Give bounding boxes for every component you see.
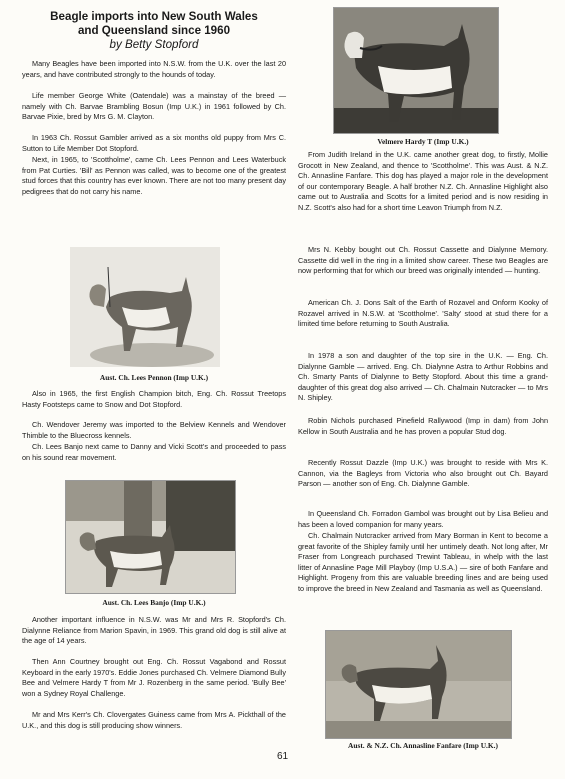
caption-velmere: Velmere Hardy T (Imp U.K.) (377, 137, 469, 146)
beagle-photo-image (70, 247, 220, 367)
beagle-photo-image (326, 631, 511, 738)
beagle-photo-image (66, 481, 235, 593)
paragraph: Ch. Chalmain Nutcracker arrived from Mary Borman in Kent to become a great favorite of the Shipley family until her untimely death. Not long after, Mr Fraser from Longreach purchased Trewint Tableau, in whelp with the last litter of Annasline Page Mill Playboy (Imp U.S.A.) — sire of both Fanfare and Highlight. Progeny from this are valuable breeding lines and are being used to improve the breed in New Zealand and Tasmania as well as Queensland. (298, 531, 548, 593)
paragraph: Mr and Mrs Kerr's Ch. Clovergates Guiness came from Mrs A. Pickthall of the U.K., and this dog is still producing show winners. (22, 710, 286, 730)
caption-banjo: Aust. Ch. Lees Banjo (Imp U.K.) (102, 598, 206, 607)
article-title (22, 10, 286, 38)
photo-lees-pennon (70, 247, 220, 367)
paragraph: Recently Rossut Dazzle (Imp U.K.) was brought to reside with Mrs K. Cannon, via the Bagleys from Victoria who also brought out Ch. Bayard Parson — another son of Eng. Ch. Dialynne Gamble. (298, 458, 548, 489)
title-line-1: Beagle imports into New South Wales (50, 10, 258, 23)
paragraph: Also in 1965, the first English Champion bitch, Eng. Ch. Rossut Treetops Hasty Footsteps came to Snow and Dot Stopford. (22, 389, 286, 409)
caption-fanfare: Aust. & N.Z. Ch. Annasline Fanfare (Imp U.K.) (348, 741, 498, 750)
paragraph: Robin Nichols purchased Pinefield Rallywood (Imp in dam) from John Kellow in South Australia and he has proven a popular Stud dog. (298, 416, 548, 436)
paragraph: Another important influence in N.S.W. was Mr and Mrs R. Stopford's Ch. Dialynne Reliance from Marion Spavin, in 1969. This grand old dog is still alive at the age of 14 years. (22, 615, 286, 646)
paragraph: Ch. Wendover Jeremy was imported to the Belview Kennels and Wendover Thimble to the Bluecross kennels. (22, 420, 286, 440)
photo-velmere-hardy-t (333, 7, 499, 134)
beagle-photo-image (334, 8, 498, 133)
paragraph: In 1963 Ch. Rossut Gambler arrived as a six months old puppy from Mrs C. Sutton to Life Member Dot Stopford. (22, 133, 286, 153)
paragraph: Ch. Lees Banjo next came to Danny and Vicki Scott's and proceeded to pass on his sound rear movement. (22, 442, 286, 462)
page-number: 61 (276, 751, 289, 762)
paragraph: Life member George White (Oatendale) was a mainstay of the breed — namely with Ch. Barvae Brambling Bosun (Imp U.K.) in 1961 followed by Ch. Barvae Pixie, bred by Mrs G. M. Clayton. (22, 91, 286, 122)
byline: by Betty Stopford (109, 38, 199, 51)
paragraph: Then Ann Courtney brought out Eng. Ch. Rossut Vagabond and Rossut Keyboard in the early 1970's. Eddie Jones purchased Ch. Velmere Diamond Bully Bee and Velmere Hardy T from Mr J. Rozenberg in the same period. 'Bully Bee' won a Sydney Royal Challenge. (22, 657, 286, 698)
paragraph: From Judith Ireland in the U.K. came another great dog, to firstly, Mollie Grocott in New Zealand, and thence to 'Scottholme'. This was Aust. & N.Z. Ch. Annasline Fanfare. This dog has played a major role in the development of our contemporary Beagle. A half brother N.Z. Ch. Annasline Highlight also came out to Australia and Scotts for a limited period and is now residing in N.Z. Scott's also had for a short time Leavon Triumph from N.Z. (298, 150, 548, 212)
photo-annasline-fanfare (325, 630, 512, 739)
paragraph: In 1978 a son and daughter of the top sire in the U.K. — Eng. Ch. Dialynne Gamble — arrived. Eng. Ch. Dialynne Astra to Arthur Robbins and Ch. Smarty Pants of Dialynne to Betty Stopford. About this time a grand-daughter of this great dog also arrived — Ch. Chalmain Nutcracker — to Mrs N. Shipley. (298, 351, 548, 403)
paragraph: Mrs N. Kebby bought out Ch. Rossut Cassette and Dialynne Memory. Cassette did well in the ring in a limited show career. These two Beagles are now performing that for which our breed was originally intended — hunting. (298, 245, 548, 276)
photo-lees-banjo (65, 480, 236, 594)
paragraph: In Queensland Ch. Forradon Gambol was brought out by Lisa Belieu and has been a loved companion for many years. (298, 509, 548, 529)
paragraph-intro: Many Beagles have been imported into N.S.W. from the U.K. over the last 20 years, and have contributed strongly to the hounds of today. (22, 59, 286, 79)
title-line-2: and Queensland since 1960 (77, 24, 231, 37)
caption-pennon: Aust. Ch. Lees Pennon (Imp U.K.) (99, 373, 209, 382)
paragraph: Next, in 1965, to 'Scottholme', came Ch. Lees Pennon and Lees Waterbuck from Pat Curties. 'Bill' as Pennon was called, was to become one of the greatest stud forces that this country has ever known. There are not too many present day pedigrees that do not carry his name. (22, 155, 286, 196)
paragraph: American Ch. J. Dons Salt of the Earth of Rozavel and Onform Kooky of Rozavel arrived in N.S.W. at 'Scottholme'. 'Salty' stood at stud there for a limited time before returning to South Australia. (298, 298, 548, 329)
